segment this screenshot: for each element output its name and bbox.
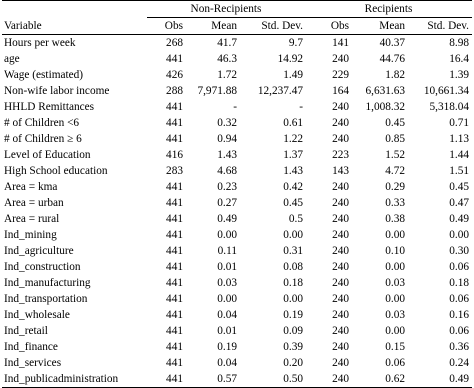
table-row bbox=[2, 243, 472, 259]
table-row bbox=[2, 179, 472, 195]
mean-cell: 0.04 bbox=[217, 309, 237, 321]
std-dev-cell: 0.5 bbox=[288, 213, 304, 225]
obs-cell: 240 bbox=[332, 309, 350, 321]
obs-cell: 441 bbox=[166, 245, 183, 257]
mean-cell: 4.68 bbox=[217, 165, 237, 177]
mean-cell: 0.45 bbox=[385, 117, 406, 129]
obs-cell: 441 bbox=[166, 53, 183, 65]
mean-cell: 40.37 bbox=[379, 37, 406, 49]
mean-cell: 1.72 bbox=[217, 69, 237, 81]
variable-cell: Ind_manufacturing bbox=[4, 277, 91, 289]
variable-cell: Non-wife labor income bbox=[4, 85, 110, 97]
mean-cell: 0.57 bbox=[186, 371, 240, 388]
table-row bbox=[2, 371, 472, 388]
table-row bbox=[2, 35, 472, 52]
std-dev-cell: 0.47 bbox=[449, 197, 470, 209]
mean-cell: 0.03 bbox=[385, 309, 406, 321]
std-dev-cell: 0.30 bbox=[449, 245, 470, 257]
mean-cell: 6,631.63 bbox=[365, 85, 406, 97]
mean-cell: 0.01 bbox=[217, 261, 237, 273]
mean-cell: 0.11 bbox=[217, 245, 237, 257]
obs-cell: 240 bbox=[332, 325, 350, 337]
std-dev-cell: 0.00 bbox=[283, 293, 304, 305]
group-header-blank bbox=[2, 1, 147, 18]
std-dev-cell: 0.61 bbox=[283, 117, 304, 129]
table-row bbox=[2, 131, 472, 147]
obs-cell: 240 bbox=[332, 197, 350, 209]
obs-cell: 223 bbox=[332, 149, 350, 161]
table-body bbox=[2, 35, 472, 388]
std-dev-cell: 0.31 bbox=[283, 245, 304, 257]
column-header-obs: Obs bbox=[147, 18, 186, 35]
std-dev-cell: 0.36 bbox=[449, 341, 470, 353]
variable-cell: High School education bbox=[4, 165, 108, 177]
mean-cell: 0.62 bbox=[352, 371, 408, 388]
mean-cell: 44.76 bbox=[379, 53, 406, 65]
obs-cell: 268 bbox=[166, 37, 183, 49]
table-row bbox=[2, 99, 472, 115]
variable-cell: # of Children ≥ 6 bbox=[4, 133, 82, 145]
mean-cell: 0.00 bbox=[385, 229, 406, 241]
std-dev-cell: 0.45 bbox=[449, 181, 470, 193]
obs-cell: 240 bbox=[332, 181, 350, 193]
obs-cell: 240 bbox=[332, 117, 350, 129]
table-row bbox=[2, 211, 472, 227]
column-header-std-dev: Std. Dev. bbox=[240, 18, 306, 35]
variable-cell: Area = kma bbox=[4, 181, 58, 193]
mean-cell: 0.19 bbox=[217, 341, 237, 353]
obs-cell: 240 bbox=[332, 229, 350, 241]
mean-cell: 0.29 bbox=[385, 181, 406, 193]
mean-cell: 0.00 bbox=[385, 293, 406, 305]
table-row bbox=[2, 227, 472, 243]
std-dev-cell: 0.06 bbox=[449, 293, 470, 305]
obs-cell: 283 bbox=[166, 165, 183, 177]
table-row bbox=[2, 163, 472, 179]
table-row bbox=[2, 323, 472, 339]
variable-cell: Ind_publicadministration bbox=[2, 371, 147, 388]
table-row bbox=[2, 339, 472, 355]
std-dev-cell: 1.49 bbox=[283, 69, 304, 81]
mean-cell: 41.7 bbox=[217, 37, 237, 49]
std-dev-cell: 0.06 bbox=[449, 325, 470, 337]
mean-cell: 0.15 bbox=[385, 341, 406, 353]
variable-cell: Level of Education bbox=[4, 149, 91, 161]
mean-cell: 0.03 bbox=[217, 277, 237, 289]
std-dev-cell: 10,661.34 bbox=[423, 85, 470, 97]
variable-cell: Ind_construction bbox=[4, 261, 81, 273]
std-dev-cell: - bbox=[299, 101, 304, 113]
column-header-std-dev: Std. Dev. bbox=[408, 18, 472, 35]
mean-cell: 46.3 bbox=[217, 53, 237, 65]
std-dev-cell: 16.4 bbox=[449, 53, 470, 65]
table-row bbox=[2, 83, 472, 99]
std-dev-cell: 0.24 bbox=[449, 357, 470, 369]
mean-cell: 0.94 bbox=[217, 133, 237, 145]
std-dev-cell: 0.00 bbox=[283, 229, 304, 241]
variable-cell: Ind_agriculture bbox=[4, 245, 74, 257]
mean-cell: 0.00 bbox=[385, 325, 406, 337]
obs-cell: 441 bbox=[166, 229, 183, 241]
obs-cell: 441 bbox=[166, 309, 183, 321]
std-dev-cell: 1.44 bbox=[449, 149, 470, 161]
mean-cell: 0.01 bbox=[217, 325, 237, 337]
std-dev-cell: 1.43 bbox=[283, 165, 304, 177]
variable-cell: Wage (estimated) bbox=[4, 69, 84, 81]
mean-cell: - bbox=[233, 101, 237, 113]
std-dev-cell: 0.71 bbox=[449, 117, 470, 129]
column-header-variable: Variable bbox=[2, 18, 147, 35]
obs-cell: 441 bbox=[147, 371, 186, 388]
mean-cell: 0.04 bbox=[217, 357, 237, 369]
mean-cell: 4.72 bbox=[385, 165, 406, 177]
obs-cell: 240 bbox=[332, 277, 350, 289]
variable-cell: Area = rural bbox=[4, 213, 60, 225]
obs-cell: 426 bbox=[166, 69, 183, 81]
obs-cell: 240 bbox=[332, 101, 350, 113]
std-dev-cell: 0.19 bbox=[283, 309, 304, 321]
variable-cell: Ind_finance bbox=[4, 341, 58, 353]
column-header-mean: Mean bbox=[186, 18, 240, 35]
mean-cell: 0.03 bbox=[385, 277, 406, 289]
obs-cell: 240 bbox=[306, 371, 352, 388]
obs-cell: 229 bbox=[332, 69, 350, 81]
variable-cell: Ind_wholesale bbox=[4, 309, 70, 321]
variable-cell: # of Children <6 bbox=[4, 117, 80, 129]
obs-cell: 441 bbox=[166, 213, 183, 225]
std-dev-cell: 12,237.47 bbox=[257, 85, 304, 97]
variable-cell: Hours per week bbox=[4, 37, 76, 49]
obs-cell: 441 bbox=[166, 277, 183, 289]
std-dev-cell: 0.09 bbox=[283, 325, 304, 337]
std-dev-cell: 0.06 bbox=[449, 261, 470, 273]
std-dev-cell: 0.49 bbox=[408, 371, 472, 388]
obs-cell: 240 bbox=[332, 293, 350, 305]
mean-cell: 0.00 bbox=[385, 261, 406, 273]
table-row bbox=[2, 51, 472, 67]
std-dev-cell: 0.50 bbox=[240, 371, 306, 388]
obs-cell: 441 bbox=[166, 181, 183, 193]
obs-cell: 288 bbox=[166, 85, 183, 97]
std-dev-cell: 0.39 bbox=[283, 341, 304, 353]
std-dev-cell: 1.37 bbox=[283, 149, 304, 161]
std-dev-cell: 0.00 bbox=[449, 229, 470, 241]
mean-cell: 0.38 bbox=[385, 213, 406, 225]
mean-cell: 0.06 bbox=[385, 357, 406, 369]
obs-cell: 240 bbox=[332, 133, 350, 145]
std-dev-cell: 0.16 bbox=[449, 309, 470, 321]
obs-cell: 164 bbox=[332, 85, 350, 97]
std-dev-cell: 1.22 bbox=[283, 133, 304, 145]
mean-cell: 7,971.88 bbox=[197, 85, 237, 97]
table-row bbox=[2, 259, 472, 275]
variable-cell: Ind_transportation bbox=[4, 293, 88, 305]
obs-cell: 441 bbox=[166, 325, 183, 337]
variable-cell: Ind_services bbox=[4, 357, 62, 369]
mean-cell: 0.32 bbox=[217, 117, 237, 129]
std-dev-cell: 0.45 bbox=[283, 197, 304, 209]
obs-cell: 416 bbox=[166, 149, 183, 161]
column-header-obs: Obs bbox=[306, 18, 352, 35]
variable-cell: age bbox=[4, 53, 20, 65]
table-row bbox=[2, 195, 472, 211]
obs-cell: 441 bbox=[166, 261, 183, 273]
mean-cell: 0.27 bbox=[217, 197, 237, 209]
table-row bbox=[2, 67, 472, 83]
std-dev-cell: 14.92 bbox=[277, 53, 304, 65]
std-dev-cell: 0.49 bbox=[449, 213, 470, 225]
mean-cell: 0.00 bbox=[217, 229, 237, 241]
group-header-row bbox=[2, 1, 472, 18]
mean-cell: 0.33 bbox=[385, 197, 406, 209]
std-dev-cell: 8.98 bbox=[449, 37, 470, 49]
table-row bbox=[2, 291, 472, 307]
group-header-recipients: Recipients bbox=[306, 1, 472, 18]
obs-cell: 240 bbox=[332, 213, 350, 225]
std-dev-cell: 1.51 bbox=[449, 165, 470, 177]
obs-cell: 240 bbox=[332, 261, 350, 273]
std-dev-cell: 1.13 bbox=[449, 133, 470, 145]
column-header-row bbox=[2, 18, 472, 35]
mean-cell: 1.82 bbox=[385, 69, 406, 81]
std-dev-cell: 9.7 bbox=[288, 37, 304, 49]
obs-cell: 441 bbox=[166, 133, 183, 145]
obs-cell: 441 bbox=[166, 341, 183, 353]
table-row bbox=[2, 147, 472, 163]
column-header-mean: Mean bbox=[352, 18, 408, 35]
std-dev-cell: 0.18 bbox=[283, 277, 304, 289]
obs-cell: 143 bbox=[332, 165, 350, 177]
table-row bbox=[2, 307, 472, 323]
mean-cell: 0.10 bbox=[385, 245, 406, 257]
variable-cell: HHLD Remittances bbox=[4, 101, 95, 113]
std-dev-cell: 5,318.04 bbox=[429, 101, 470, 113]
table-row bbox=[2, 275, 472, 291]
obs-cell: 240 bbox=[332, 245, 350, 257]
mean-cell: 1,008.32 bbox=[365, 101, 406, 113]
mean-cell: 0.23 bbox=[217, 181, 237, 193]
mean-cell: 0.49 bbox=[217, 213, 237, 225]
std-dev-cell: 1.39 bbox=[449, 69, 470, 81]
std-dev-cell: 0.42 bbox=[283, 181, 304, 193]
mean-cell: 1.52 bbox=[385, 149, 406, 161]
obs-cell: 441 bbox=[166, 357, 183, 369]
obs-cell: 441 bbox=[166, 197, 183, 209]
obs-cell: 441 bbox=[166, 293, 183, 305]
mean-cell: 1.43 bbox=[217, 149, 237, 161]
table-row bbox=[2, 355, 472, 371]
summary-statistics-table bbox=[2, 0, 472, 388]
obs-cell: 441 bbox=[166, 117, 183, 129]
group-header-non-recipients: Non-Recipients bbox=[147, 1, 306, 18]
std-dev-cell: 0.20 bbox=[283, 357, 304, 369]
obs-cell: 240 bbox=[332, 357, 350, 369]
table-row bbox=[2, 115, 472, 131]
variable-cell: Area = urban bbox=[4, 197, 64, 209]
std-dev-cell: 0.08 bbox=[283, 261, 304, 273]
std-dev-cell: 0.18 bbox=[449, 277, 470, 289]
mean-cell: 0.00 bbox=[217, 293, 237, 305]
variable-cell: Ind_mining bbox=[4, 229, 57, 241]
obs-cell: 240 bbox=[332, 53, 350, 65]
obs-cell: 141 bbox=[332, 37, 350, 49]
mean-cell: 0.85 bbox=[385, 133, 406, 145]
variable-cell: Ind_retail bbox=[4, 325, 48, 337]
obs-cell: 441 bbox=[166, 101, 183, 113]
obs-cell: 240 bbox=[332, 341, 350, 353]
